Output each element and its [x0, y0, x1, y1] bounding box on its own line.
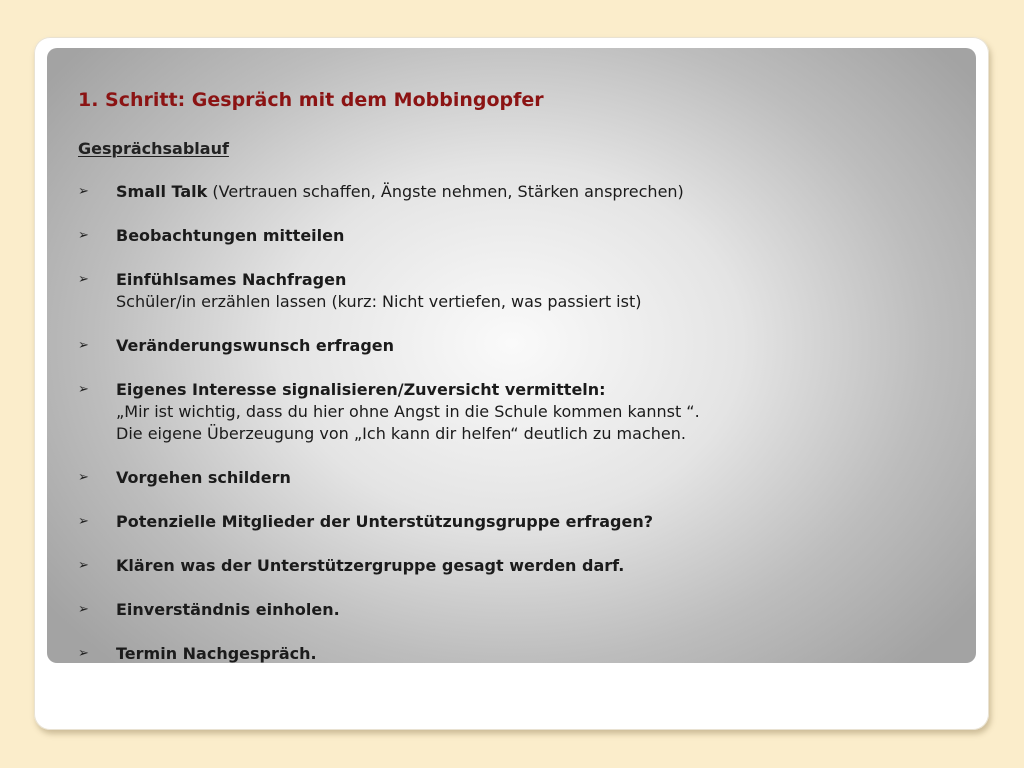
arrow-bullet-icon: ➢: [78, 382, 89, 397]
bullet-detail: Schüler/in erzählen lassen (kurz: Nicht vertiefen, was passiert ist): [116, 292, 642, 311]
bullet-detail: „Mir ist wichtig, dass du hier ohne Angst in die Schule kommen kannst “.: [116, 402, 700, 421]
arrow-bullet-icon: ➢: [78, 514, 89, 529]
bullet-title: Einfühlsames Nachfragen: [116, 270, 347, 289]
arrow-bullet-icon: ➢: [78, 272, 89, 287]
list-item: [78, 555, 968, 577]
list-item: [78, 269, 968, 313]
slide-title: 1. Schritt: Gespräch mit dem Mobbingopfer: [78, 89, 544, 111]
list-item: [78, 467, 968, 489]
list-item: [78, 225, 968, 247]
bullet-text: [116, 182, 684, 201]
list-item: [78, 379, 968, 445]
arrow-bullet-icon: ➢: [78, 470, 89, 485]
bullet-title: Beobachtungen mitteilen: [116, 226, 345, 245]
arrow-bullet-icon: ➢: [78, 184, 89, 199]
section-subheading: Gesprächsablauf: [78, 139, 229, 158]
bullet-title: Eigenes Interesse signalisieren/Zuversicht vermitteln:: [116, 380, 606, 399]
arrow-bullet-icon: ➢: [78, 602, 89, 617]
list-item: [78, 181, 968, 203]
bullet-title: Termin Nachgespräch.: [116, 644, 317, 663]
bullet-title: Einverständnis einholen.: [116, 600, 340, 619]
list-item: [78, 511, 968, 533]
list-item: [78, 643, 968, 665]
arrow-bullet-icon: ➢: [78, 646, 89, 661]
arrow-bullet-icon: ➢: [78, 228, 89, 243]
bullet-title: Vorgehen schildern: [116, 468, 291, 487]
list-item: [78, 599, 968, 621]
bullet-title: Veränderungswunsch erfragen: [116, 336, 395, 355]
list-item: [78, 335, 968, 357]
arrow-bullet-icon: ➢: [78, 338, 89, 353]
bullet-title: Small Talk: [116, 182, 208, 201]
bullet-title: Klären was der Unterstützergruppe gesagt werden darf.: [116, 556, 625, 575]
arrow-bullet-icon: ➢: [78, 558, 89, 573]
bullet-suffix: (Vertrauen schaffen, Ängste nehmen, Stärken ansprechen): [207, 182, 684, 201]
bullet-detail: Die eigene Überzeugung von „Ich kann dir helfen“ deutlich zu machen.: [116, 424, 686, 443]
bullet-title: Potenzielle Mitglieder der Unterstützungsgruppe erfragen?: [116, 512, 653, 531]
